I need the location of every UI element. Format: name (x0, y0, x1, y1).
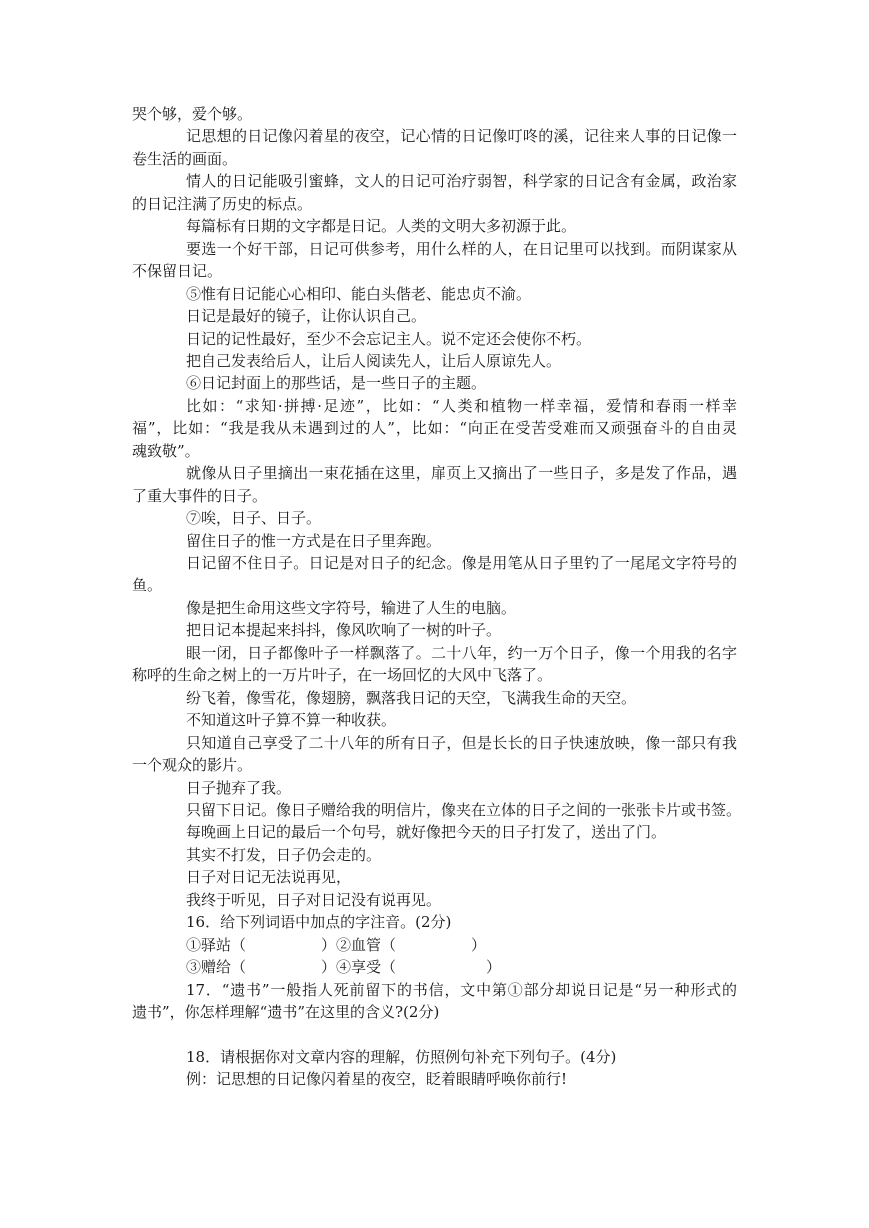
text-line: 称呼的生命之树上的一万片叶子，在一场回忆的大风中飞落了。 (132, 666, 553, 685)
text-line: 不知道这叶子算不算一种收获。 (186, 711, 397, 730)
text-line: 卷生活的画面。 (132, 149, 238, 168)
text-line: 把日记本提起来抖抖，像风吹响了一树的叶子。 (186, 621, 502, 640)
text-line: 像是把生命用这些文字符号，输进了人生的电脑。 (186, 598, 517, 617)
text-line: ⑤惟有日记能心心相印、能白头偕老、能忠贞不渝。 (186, 284, 532, 303)
text-line: 把自己发表给后人，让后人阅读先人，让后人原谅先人。 (186, 351, 562, 370)
text-line: 只知道自己享受了二十八年的所有日子，但是长长的日子快速放映，像一部只有我 (186, 733, 737, 752)
text-line: 只留下日记。像日子赠给我的明信片，像夹在立体的日子之间的一张张卡片或书签。 (186, 800, 742, 819)
text-line: 记思想的日记像闪着星的夜空，记心情的日记像叮咚的溪，记往来人事的日记像一 (186, 127, 737, 146)
text-line: 了重大事件的日子。 (132, 486, 268, 505)
text-line: 日记的记性最好，至少不会忘记主人。说不定还会使你不朽。 (186, 329, 592, 348)
text-line: 鱼。 (132, 576, 163, 595)
text-line: ⑥日记封面上的那些话，是一些日子的主题。 (186, 374, 487, 393)
text-line: 例：记思想的日记像闪着星的夜空，眨着眼睛呼唤你前行! (186, 1070, 568, 1089)
text-line: 一个观众的影片。 (132, 756, 253, 775)
text-line: 纷飞着，像雪花，像翅膀，飘落我日记的天空，飞满我生命的天空。 (186, 688, 637, 707)
text-line: 我终于听见，日子对日记没有说再见。 (186, 890, 442, 909)
text-line: 眼一闭，日子都像叶子一样飘落了。二十八年，约一万个日子，像一个用我的名字 (186, 643, 737, 662)
text-line: 每晚画上日记的最后一个句号，就好像把今天的日子打发了，送出了门。 (186, 823, 667, 842)
text-line: ①驿站（ ）②血管（ ） (186, 935, 487, 954)
text-line: 情人的日记能吸引蜜蜂，文人的日记可治疗弱智，科学家的日记含有金属，政治家 (186, 172, 737, 191)
text-line: 其实不打发，日子仍会走的。 (186, 845, 382, 864)
text-line: 留住日子的惟一方式是在日子里奔跑。 (186, 531, 442, 550)
text-line: 福”，比如：“我是我从未遇到过的人”，比如：“向正在受苦受难而又顽强奋斗的自由灵 (132, 419, 737, 438)
text-line: 哭个够，爱个够。 (132, 105, 253, 123)
text-line: 要选一个好干部，日记可供参考，用什么样的人，在日记里可以找到。而阴谋家从 (186, 239, 737, 258)
text-line: 18．请根据你对文章内容的理解，仿照例句补充下列句子。(4分) (186, 1047, 617, 1066)
text-line: 不保留日记。 (132, 262, 223, 281)
text-line: 魂致敬”。 (132, 441, 200, 460)
text-line: 的日记注满了历史的标点。 (132, 194, 313, 213)
text-line: 日子抛弃了我。 (186, 778, 292, 797)
text-line: 每篇标有日期的文字都是日记。人类的文明大多初源于此。 (186, 217, 577, 236)
text-line: 就像从日子里摘出一束花插在这里，扉页上又摘出了一些日子，多是发了作品，遇 (186, 464, 737, 483)
text-line: 遗书”，你怎样理解“遗书”在这里的含义?(2分) (132, 1003, 440, 1021)
text-line: 17．“遗书”一般指人死前留下的书信，文中第①部分却说日记是“另一种形式的 (186, 980, 737, 999)
text-line: 日子对日记无法说再见， (186, 868, 352, 887)
text-line: 比如：“求知·拼搏·足迹”，比如：“人类和植物一样幸福，爱情和春雨一样幸 (186, 396, 737, 415)
text-line: 日记留不住日子。日记是对日子的纪念。像是用笔从日子里钓了一尾尾文字符号的 (186, 554, 737, 572)
text-line: 日记是最好的镜子，让你认识自己。 (186, 307, 427, 326)
text-line: ⑦唉，日子、日子。 (186, 509, 322, 528)
text-line: ③赠给（ ）④享受（ ） (186, 958, 502, 977)
text-line: 16．给下列词语中加点的字注音。(2分) (186, 913, 452, 932)
